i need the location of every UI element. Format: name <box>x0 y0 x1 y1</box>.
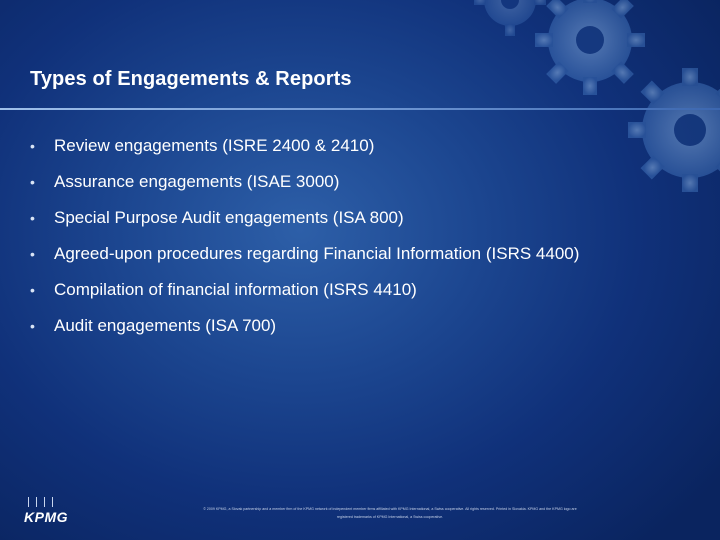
bullet-icon: • <box>30 282 35 298</box>
copyright-footer <box>120 505 660 521</box>
list-item-text: Review engagements (ISRE 2400 & 2410) <box>54 136 375 155</box>
logo-bar <box>52 497 53 507</box>
list-item-text: Agreed-upon procedures regarding Financial Information (ISRS 4400) <box>54 244 580 263</box>
title-divider <box>0 108 720 110</box>
bullet-list <box>30 133 579 349</box>
list-item-text: Special Purpose Audit engagements (ISA 800) <box>54 208 404 227</box>
slide-title: Types of Engagements & Reports <box>30 68 352 90</box>
bullet-icon: • <box>30 174 35 190</box>
list-item <box>30 169 579 195</box>
bullet-icon: • <box>30 138 35 154</box>
logo-bar <box>44 497 45 507</box>
list-item <box>30 313 579 339</box>
bullet-icon: • <box>30 246 35 262</box>
bullet-icon: • <box>30 318 35 334</box>
logo-bars <box>28 497 84 507</box>
list-item <box>30 133 579 159</box>
logo-bar <box>28 497 29 507</box>
logo-bar <box>36 497 37 507</box>
footer-line-1: © 2009 KPMG, a Slovak partnership and a member firm of the KPMG network of independent member firms affiliated with KPMG International, a Swiss cooperative. All rights reserved. Printed in Slovakia. KPMG and the KPMG logo are <box>203 507 577 511</box>
list-item-text: Compilation of financial information (ISRS 4410) <box>54 280 417 299</box>
logo-text: KPMG <box>24 509 68 525</box>
bullet-icon: • <box>30 210 35 226</box>
list-item <box>30 277 579 303</box>
list-item-text: Audit engagements (ISA 700) <box>54 316 277 335</box>
footer-line-2: registered trademarks of KPMG International, a Swiss cooperative. <box>336 515 444 519</box>
list-item-text: Assurance engagements (ISAE 3000) <box>54 172 340 191</box>
kpmg-logo <box>24 497 84 527</box>
list-item <box>30 205 579 231</box>
list-item <box>30 241 579 267</box>
